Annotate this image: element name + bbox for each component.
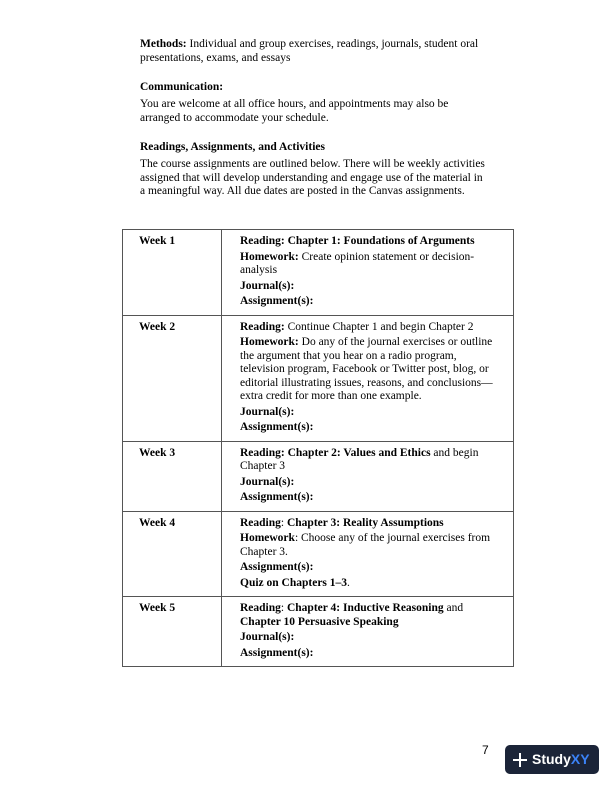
week-content — [222, 511, 514, 597]
journal-line: Journal(s): — [240, 405, 295, 418]
assignment-line: Assignment(s): — [240, 491, 314, 503]
readings-heading: Readings, Assignments, and Activities — [140, 141, 325, 153]
schedule-table — [122, 229, 514, 667]
methods-paragraph — [140, 38, 485, 65]
methods-text: Individual and group exercises, readings, journals, student oral presentations, exams, and essays — [140, 38, 479, 64]
reading-line: Reading: Chapter 2: Values and Ethics and begin Chapter 3 — [240, 446, 479, 472]
quiz-line: Quiz on Chapters 1–3. — [240, 576, 350, 589]
week-label: Week 4 — [123, 511, 222, 597]
week-label: Week 2 — [123, 315, 222, 441]
table-row — [123, 230, 514, 316]
reading-line: Reading: Chapter 3: Reality Assumptions — [240, 516, 444, 529]
week-label: Week 1 — [123, 230, 222, 316]
assignment-line: Assignment(s): — [240, 295, 314, 307]
week-content — [222, 315, 514, 441]
assignment-line: Assignment(s): — [240, 561, 314, 573]
readings-text: The course assignments are outlined below. There will be weekly activities assigned that will develop understanding and engage use of the material in a meaningful way. All due dates are posted in the Canvas assignments. — [140, 158, 485, 197]
page-number: 7 — [482, 743, 489, 757]
reading-line: Reading: Chapter 1: Foundations of Arguments — [240, 235, 475, 247]
assignment-line: Assignment(s): — [240, 646, 314, 659]
journal-line: Journal(s): — [240, 475, 295, 488]
plus-icon — [513, 753, 527, 767]
reading-line: Reading: Continue Chapter 1 and begin Chapter 2 — [240, 320, 474, 333]
communication-heading: Communication: — [140, 81, 224, 93]
communication-text: You are welcome at all office hours, and appointments may also be arranged to accommodate your schedule. — [140, 98, 449, 124]
week-content — [222, 597, 514, 667]
homework-line: Homework: Choose any of the journal exercises from Chapter 3. — [240, 532, 491, 558]
studyxy-logo[interactable] — [505, 745, 599, 774]
brand-xy-text: XY — [570, 750, 590, 767]
homework-line: Homework: Do any of the journal exercises or outline the argument that you hear on a radio program, television program, Facebook or Twitter post, blog, or editorial illustrating issues, reasons, and conclusions—extra credit for more than one example. — [240, 336, 493, 402]
reading-line: Reading: Chapter 4: Inductive Reasoning and Chapter 10 Persuasive Speaking — [240, 602, 464, 628]
methods-label: Methods: — [140, 38, 187, 50]
journal-line: Journal(s): — [240, 279, 295, 292]
week-content — [222, 230, 514, 316]
week-label: Week 3 — [123, 441, 222, 511]
homework-line: Homework: Create opinion statement or decision-analysis — [240, 250, 475, 276]
table-row — [123, 597, 514, 667]
table-row — [123, 441, 514, 511]
table-row — [123, 511, 514, 597]
brand-study-text: Study — [532, 750, 571, 767]
journal-line: Journal(s): — [240, 631, 295, 643]
table-row — [123, 315, 514, 441]
week-content — [222, 441, 514, 511]
assignment-line: Assignment(s): — [240, 421, 314, 433]
week-label: Week 5 — [123, 597, 222, 667]
